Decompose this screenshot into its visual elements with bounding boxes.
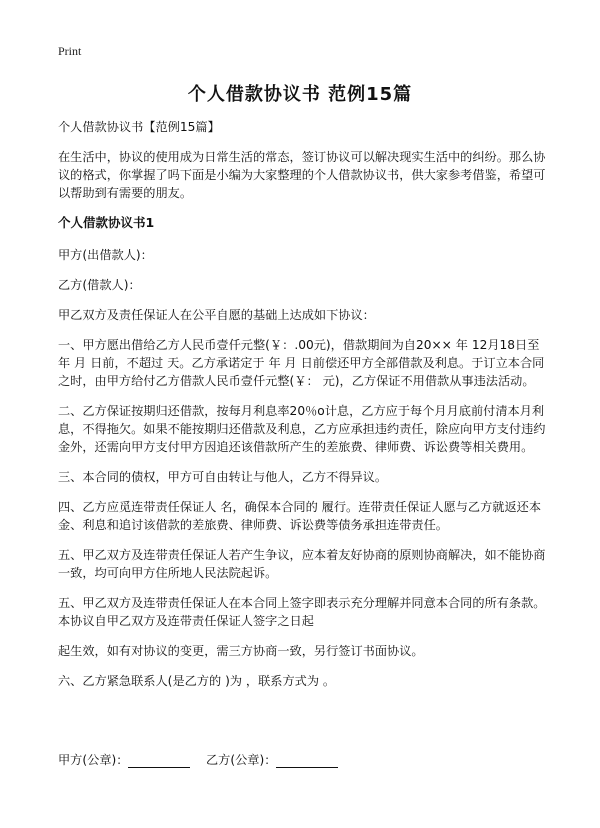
print-link[interactable]: Print	[58, 44, 82, 58]
clause-1: 一、甲方愿出借给乙方人民币壹仟元整(￥：.00元)，借款期间为自20×× 年 12月18日至 年 月 日前，不超过 天。乙方承诺定于 年 月 日前偿还甲方全部借款及利息。于订立本合同之时，由甲方给付乙方借款人民币壹仟元整(￥： 元)，乙方保证不用借款从事违法活动。	[58, 338, 545, 388]
party-b-line: 乙方(借款人)：	[58, 278, 141, 292]
party-b-seal-label: 乙方(公章)：	[205, 753, 277, 767]
clause-5b-continued: 起生效，如有对协议的变更，需三方协商一致，另行签订书面协议。	[58, 644, 424, 658]
clause-4: 四、乙方应觅连带责任保证人 名，确保本合同的 履行。连带责任保证人愿与乙方就返还本金、利息和追讨该借款的差旅费、律师费、诉讼费等债务承担连带责任。	[58, 500, 542, 532]
party-b-seal-line	[276, 754, 338, 768]
document-title: 个人借款协议书 范例15篇	[187, 84, 413, 105]
subtitle: 个人借款协议书【范例15篇】	[58, 120, 220, 134]
clause-3: 三、本合同的债权，甲方可自由转让与他人，乙方不得异议。	[58, 470, 388, 484]
clause-5a: 五、甲乙双方及连带责任保证人若产生争议，应本着友好协商的原则协商解决，如不能协商一致，均可向甲方住所地人民法院起诉。	[58, 548, 546, 580]
party-a-line: 甲方(出借款人)：	[58, 248, 153, 262]
signature-row	[58, 751, 338, 768]
party-a-seal-label: 甲方(公章)：	[58, 753, 129, 767]
section-heading: 个人借款协议书1	[58, 215, 155, 230]
clause-6: 六、乙方紧急联系人(是乙方的 )为 ，联系方式为 。	[58, 674, 336, 688]
party-a-seal-line	[128, 754, 190, 768]
agreement-intro: 甲乙双方及责任保证人在公平自愿的基础上达成如下协议：	[58, 308, 375, 322]
clause-5b: 五、甲乙双方及连带责任保证人在本合同上签字即表示充分理解并同意本合同的所有条款。本协议自甲乙双方及连带责任保证人签字之日起	[58, 596, 546, 628]
clause-2: 二、乙方保证按期归还借款，按每月利息率20％o计息，乙方应于每个月月底前付清本月利息，不得拖欠。如果不能按期归还借款及利息，乙方应承担违约责任，除应向甲方支付违约金外，还需向甲方支付甲方因追还该借款所产生的差旅费、律师费、诉讼费等相关费用。	[58, 404, 546, 454]
intro-paragraph: 在生活中，协议的使用成为日常生活的常态，签订协议可以解决现实生活中的纠纷。那么协议的格式，你掌握了吗下面是小编为大家整理的个人借款协议书，供大家参考借鉴，希望可以帮助到有需要的朋友。	[58, 150, 546, 200]
document-body	[58, 118, 548, 702]
